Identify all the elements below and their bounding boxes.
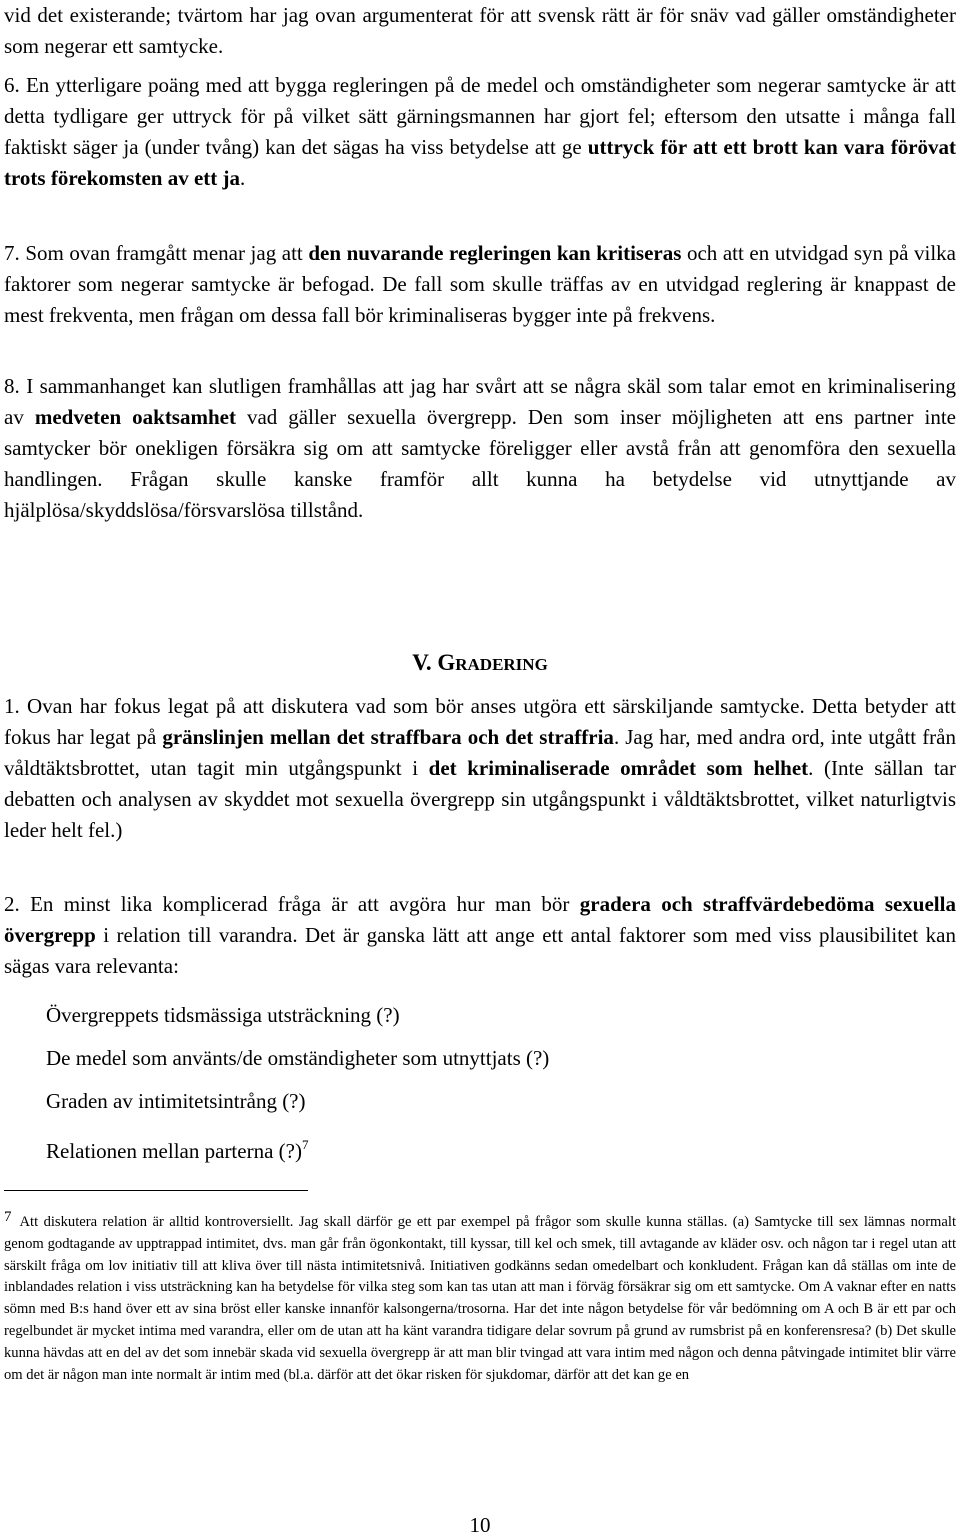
emphasis-text: gradera och straffvärdebedöma sexuella övergrepp <box>4 892 956 947</box>
paragraph-number: 8. <box>4 374 20 398</box>
paragraph-g1: 1. Ovan har fokus legat på att diskutera vad som bör anses utgöra ett särskiljande samtycke. Detta betyder att fokus har legat på gränslinjen mellan det straffbara och det straffria. Jag har, med andra ord, inte utgått från våldtäktsbrottet, utan tagit min utgångspunkt i det kriminaliserade området som helhet. (Inte sällan tar debatten och analysen av skyddet mot sexuella övergrepp sin utgångspunkt i våldtäktsbrottet, vilket naturligtvis leder helt fel.) <box>4 694 956 842</box>
paragraph-6: 6. En ytterligare poäng med att bygga regleringen på de medel och omständigheter som negerar samtycke är att detta tydligare ger uttryck för på vilket sätt gärningsmannen har gjort fel; eftersom den utsatte i många fall faktiskt säger ja (under tvång) kan det sägas ha viss betydelse att ge uttryck för att ett brott kan vara förövat trots förekomsten av ett ja. <box>4 73 957 190</box>
factor-list <box>46 994 946 1166</box>
paragraph-number: 1. <box>4 694 20 718</box>
paragraph-7: 7. Som ovan framgått menar jag att den nuvarande regleringen kan kritiseras och att en utvidgad syn på vilka faktorer som negerar samtycke är befogad. De fall som skulle träffas av en utvidgad reglering är knappast de mest frekventa, men frågan om dessa fall bör kriminaliseras bygger inte på frekvens. <box>4 241 956 327</box>
list-item: Övergreppets tidsmässiga utsträckning (?) <box>46 1003 400 1027</box>
emphasis-text: medveten oaktsamhet <box>34 405 236 429</box>
paragraph-8: 8. I sammanhanget kan slutligen framhållas att jag har svårt att se några skäl som talar emot en kriminalisering av medveten oaktsamhet vad gäller sexuella övergrepp. Den som inser möjligheten att ens partner inte samtycker bör onekligen försäkra sig om att samtycke föreligger eller avstå från att genomföra den sexuella handlingen. Frågan skulle kanske framför allt kunna ha betydelse vid utnyttjande av hjälplösa/skyddslösa/försvarslösa tillstånd. <box>4 374 956 522</box>
paragraph-number: 7. <box>4 241 20 265</box>
list-item: Graden av intimitetsintrång (?) <box>46 1089 306 1113</box>
paragraph-number: 6. <box>4 73 20 97</box>
list-item: Relationen mellan parterna (?)$^7$ <box>46 1137 309 1163</box>
footnote-divider <box>4 1190 308 1191</box>
emphasis-text: det kriminaliserade området som helhet <box>428 756 809 780</box>
emphasis-text: gränslinjen mellan det straffbara och det straffria <box>162 725 614 749</box>
list-item: De medel som använts/de omständigheter som utnyttjats (?) <box>46 1046 550 1070</box>
emphasis-text: uttryck för att ett brott kan vara förövat trots förekomsten av ett ja <box>4 135 957 190</box>
footnote-mark: 7 <box>4 1209 12 1225</box>
footnote-reference[interactable]: 7 <box>301 1137 309 1152</box>
document-page <box>4 0 956 1537</box>
paragraph-g2: 2. En minst lika komplicerad fråga är att avgöra hur man bör gradera och straffvärdebedöma sexuella övergrepp i relation till varandra. Det är ganska lätt att ange ett antal faktorer som med viss plausibilitet kan sägas vara relevanta: <box>4 892 956 978</box>
paragraph-continuation: vid det existerande; tvärtom har jag ovan argumenterat för att svensk rätt är för snäv vad gäller omständigheter som negerar ett samtycke. <box>4 3 956 58</box>
section-heading: V. GRADERING <box>412 650 548 675</box>
page-number: 10 <box>469 1513 491 1537</box>
footnote: 7 Att diskutera relation är alltid kontroversiellt. Jag skall därför ge ett par exempel på frågor som skulle kunna ställas. (a) Samtycke till sex lämnas normalt genom godtagande av upptrappad intimitet, dvs. man går från ögonkontakt, till kyssar, till kel och smek, till avtagande av kläder osv. och någon tar i regel utan att särskilt fråga om lov initiativ till att kliva över till nästa intimitetsnivå. Initiativen godkänns sedan omedelbart och konkludent. Frågan kan då ställas om inte de inblandades relation i viss utsträckning kan ha betydelse för vilka steg som kan tas utan att man i förväg försäkrar sig om ett samtycke. Om A vaknar efter en natts sömn med B:s hand över ett av sina bröst eller kanske innanför kalsongerna/trosorna. Har det inte någon betydelse för vår bedömning om A och B är ett par och regelbundet är mycket intima med varandra, eller om de utan att ha känt varandra tidigare delar sovrum på grund av rumsbrist på en konferensresa? (b) Det skulle kunna hävdas att en del av det som innebär skada vid sexuella övergrepp är att man blir tvingad att vara intim med någon och denna påtvingade intimitet blir värre om det är någon man inte normalt är intim med (bl.a. därför att det ökar risken för sjukdomar, därför att det kan ge en <box>4 1209 956 1383</box>
emphasis-text: den nuvarande regleringen kan kritiseras <box>308 241 682 265</box>
paragraph-number: 2. <box>4 892 20 916</box>
